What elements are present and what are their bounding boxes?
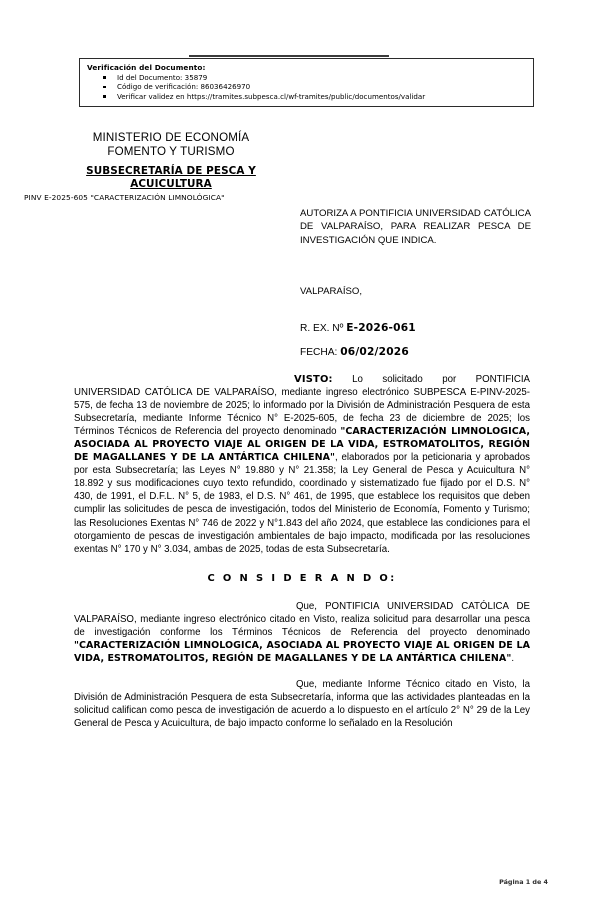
paragraph-considerando-1: [74, 600, 530, 665]
authorization-subject: AUTORIZA A PONTIFICIA UNIVERSIDAD CATÓLICA DE VALPARAÍSO, PARA REALIZAR PESCA DE INVESTIGACIÓN QUE INDICA.: [300, 208, 531, 246]
visto-label: VISTO:: [294, 374, 333, 385]
verification-list: [87, 73, 527, 101]
project-reference: PINV E-2025-605 "CARACTERIZACIÓN LIMNOLÓGICA": [24, 193, 225, 202]
resolution-number-line: [300, 322, 416, 334]
date-label: FECHA:: [300, 347, 338, 358]
project-title-visto: "CARACTERIZACIÓN LIMNOLOGICA, ASOCIADA AL PROYECTO VIAJE AL ORIGEN DE LA VIDA, ESTROMATOLITOS, REGIÓN DE MAGALLANES Y DE LA ANTÁRTICA CHILENA": [74, 426, 530, 464]
verification-item-text: Id del Documento: 35879: [117, 73, 208, 82]
considerando-heading: C O N S I D E R A N D O:: [207, 572, 397, 584]
verification-item-text: Código de verificación: 86036426970: [117, 82, 251, 92]
verification-item-code: [87, 82, 527, 91]
date-value: 06/02/2026: [340, 346, 409, 358]
masthead: [46, 131, 296, 191]
verification-box: [79, 58, 534, 107]
date-line: [300, 346, 409, 358]
verification-stamp: [79, 58, 534, 107]
considerando-1-text-part1: Que, PONTIFICIA UNIVERSIDAD CATÓLICA DE VALPARAÍSO, mediante ingreso electrónico citado en Visto, realiza solicitud para desarrollar una pesca de investigación conforme los Términos Técnicos de Referencia del proyecto denominado: [74, 600, 530, 638]
paragraph-considerando-2: [74, 678, 530, 730]
ministry-line-2: FOMENTO Y TURISMO: [107, 145, 235, 159]
verification-top-rule: [189, 55, 389, 57]
document-body: [74, 373, 530, 730]
resolution-label: R. EX. Nº: [300, 323, 344, 334]
project-title-considerando: "CARACTERIZACIÓN LIMNOLOGICA, ASOCIADA AL PROYECTO VIAJE AL ORIGEN DE LA VIDA, ESTROMATOLITOS, REGIÓN DE MAGALLANES Y DE LA ANTÁRTICA CHILENA": [74, 639, 530, 664]
considerando-2-text: Que, mediante Informe Técnico citado en Visto, la División de Administración Pesquera de esta Subsecretaría, informa que las actividades planteadas en la solicitud califican como pesca de investigación de acuerdo a lo dispuesto en el artículo 2° N° 29 de la Ley General de Pesca y Acuicultura, de bajo impacto conforme lo señalado en la Resolución: [74, 678, 530, 730]
ministry-line-1: MINISTERIO DE ECONOMÍA: [92, 131, 250, 144]
verification-item-id: [87, 73, 527, 82]
verification-title: Verificación del Documento:: [87, 63, 206, 72]
bullet-icon: [103, 76, 106, 79]
resolution-number: E-2026-061: [346, 322, 416, 334]
bullet-icon: [103, 95, 106, 98]
bullet-icon: [103, 86, 106, 89]
verification-item-text: Verificar validez en https://tramites.subpesca.cl/wf-tramites/public/documentos/validar: [117, 91, 426, 101]
considerando-1-text-part2: .: [511, 652, 515, 664]
paragraph-visto: [74, 373, 530, 556]
page-number: Página 1 de 4: [499, 878, 548, 886]
city-line: VALPARAÍSO,: [300, 286, 363, 297]
visto-text-part2: , elaborados por la peticionaria y aprobados por esta Subsecretaría; las Leyes N° 19.880 y N° 21.358; la Ley General de Pesca y Acuicultura N° 18.892 y sus modificaciones cuyo texto refundido, coordinado y sistematizado fue fijado por el D.S. N° 430, de 1991, el D.F.L. N° 5, de 1983, el D.S. N° 461, de 1995, que establece los requisitos que deben cumplir las solicitudes de pesca de investigación, todos del Ministerio de Economía, Fomento y Turismo; las Resoluciones Exentas N° 746 de 2022 y N°1.843 del año 2024, que establece las condiciones para el otorgamiento de pescas de investigación ambientales de bajo impacto, modificada por las resoluciones exentas N° 170 y N° 3.034, ambas de 2025, todas de esta Subsecretaría.: [74, 452, 530, 555]
verification-item-url: [87, 92, 527, 101]
subsecretaria-title: SUBSECRETARÍA DE PESCA Y ACUICULTURA: [86, 165, 256, 191]
visto-text-part1: Lo solicitado por PONTIFICIA UNIVERSIDAD CATÓLICA DE VALPARAÍSO, mediante ingreso electrónico SUBPESCA E-PINV-2025-575, de fecha 13 de noviembre de 2025; lo informado por la División de Administración Pesquera de esta Subsecretaría, mediante Informe Técnico N° E-2025-605, de fecha 23 de diciembre de 2025; los Términos Técnicos de Referencia del proyecto denominado: [74, 374, 530, 438]
